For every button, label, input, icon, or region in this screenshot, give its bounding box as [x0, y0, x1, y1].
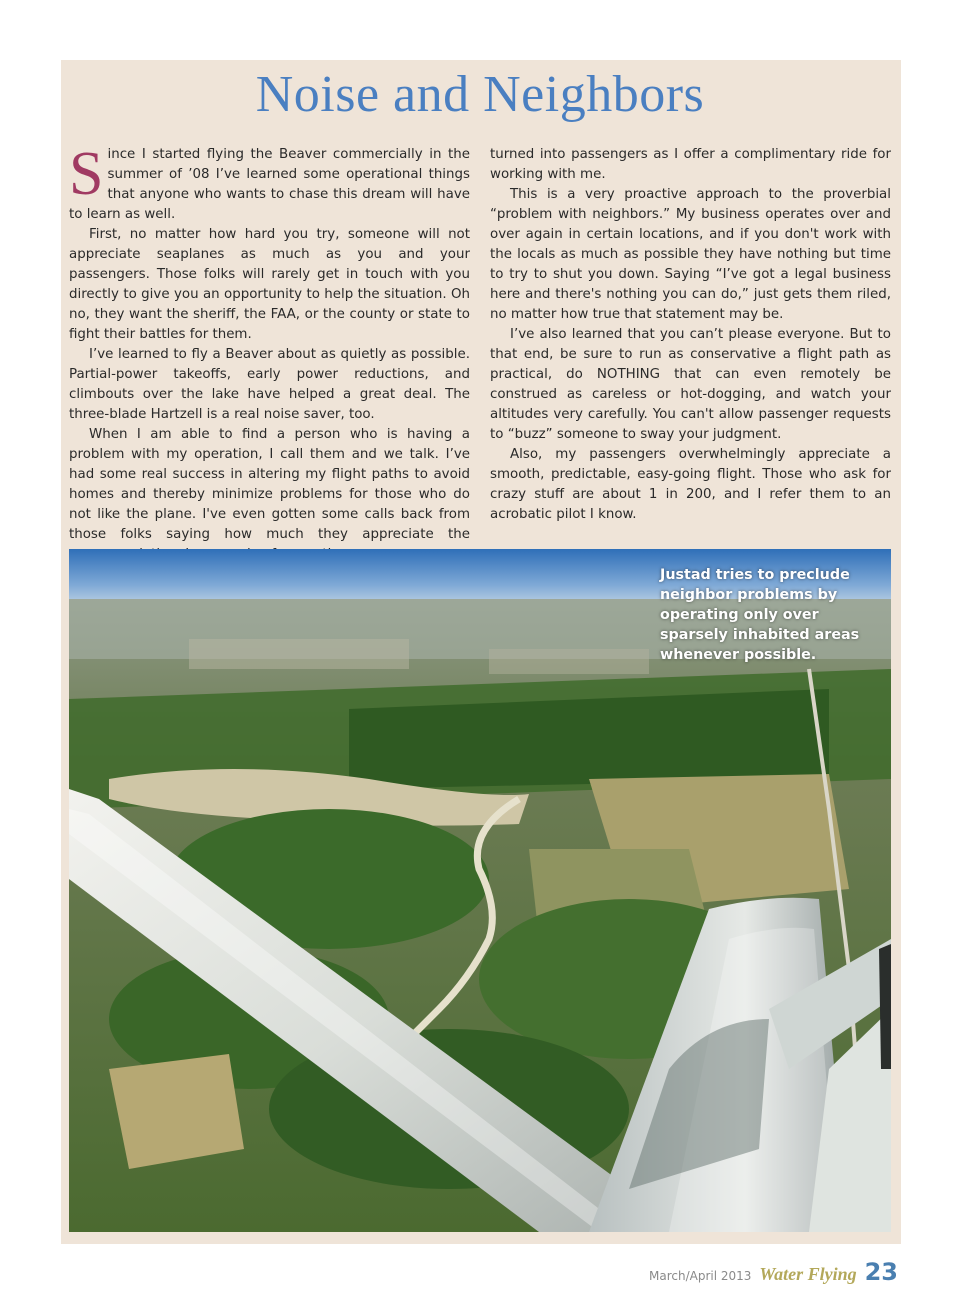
paragraph-3: I’ve learned to fly a Beaver about as quietly as possible. Partial-power takeoffs, early power reductions, and climbouts over the lake have helped a great deal. The three-blade Hartzell is a real noise saver, too. — [69, 347, 470, 422]
text-column-right — [490, 145, 891, 525]
paragraph-6: I’ve also learned that you can’t please everyone. But to that end, be sure to run as conservative a flight path as practical, do NOTHING that can even remotely be construed as careless or hot-dogging, and watch your altitudes very carefully. You can't allow passenger requests to “buzz” someone to sway your judgment. — [490, 327, 891, 442]
paragraph-1 — [69, 140, 470, 225]
paragraph-7: Also, my passengers overwhelmingly appreciate a smooth, predictable, easy-going flight. Those who ask for crazy stuff are about 1 in 200, and I refer them to an acrobatic pilot I know. — [490, 447, 891, 522]
article-title: Noise and Neighbors — [255, 66, 705, 123]
paragraph-2: First, no matter how hard you try, someone will not appreciate seaplanes as much as you and your passengers. Those folks will rarely get in touch with you directly to give you an opportunity to help the situation. Oh no, they want the sheriff, the FAA, or the county or state to fight their battles for them. — [69, 227, 470, 342]
page-number: 23 — [864, 1258, 898, 1286]
paragraph-4-continued: turned into passengers as I offer a complimentary ride for working with me. — [490, 147, 891, 182]
paragraph-4: When I am able to find a person who is having a problem with my operation, I call them and we talk. I’ve had some real success in altering my flight paths to avoid homes and thereby minimize problems for those who do not like the plane. I've even gotten some calls back from those folks saying how much they appreciate the — [69, 427, 470, 542]
paragraph-1-text: ince I started flying the Beaver commercially in the summer of ’08 I’ve learned some operational things that anyone who wants to chase this dream will have to learn as well. — [69, 147, 470, 222]
text-column-left — [69, 140, 470, 565]
drop-cap: S — [69, 140, 104, 208]
photo-caption: Justad tries to preclude neighbor problems by operating only over sparsely inhabited areas whenever possible. — [660, 567, 860, 663]
paragraph-5: This is a very proactive approach to the proverbial “problem with neighbors.” My business operates over and over again in certain locations, and if you don't work with the locals as much as possible they have nothing but time to try to shut you down. Saying “I’ve got a legal business here and there's nothing you can do,” just gets them riled, no matter how true that statement may be. — [490, 187, 891, 322]
magazine-name: Water Flying — [759, 1264, 857, 1284]
issue-date: March/April 2013 — [649, 1269, 752, 1283]
page-footer — [649, 1258, 898, 1292]
